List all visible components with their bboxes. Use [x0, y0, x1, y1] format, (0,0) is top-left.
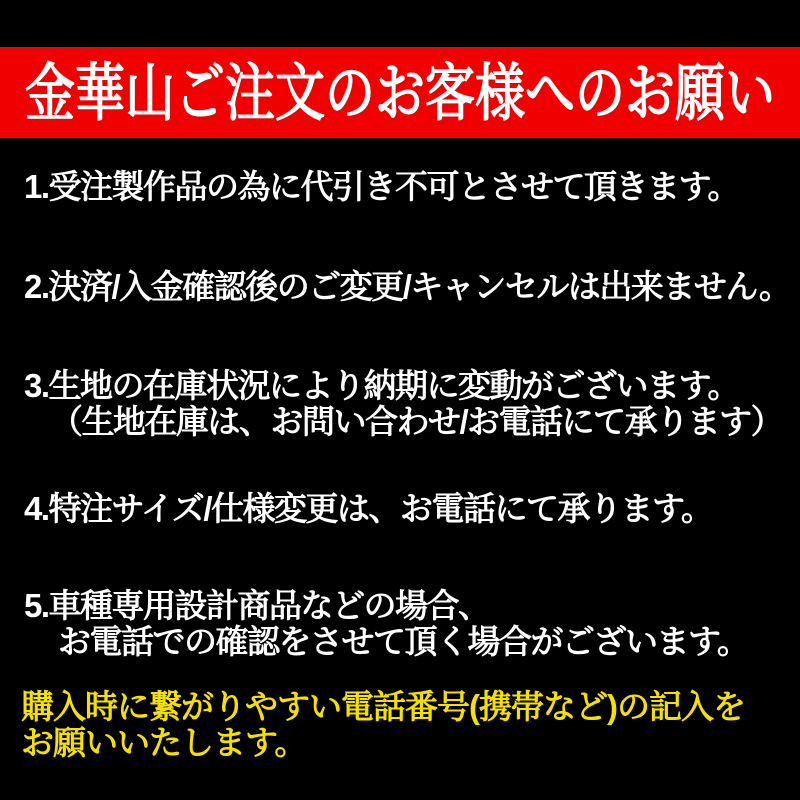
- notice-item-4: [24, 491, 712, 527]
- notice-item-3: [24, 368, 782, 440]
- notice-item-1-line-1: 1.受注製作品の為に代引き不可とさせて頂きます。: [24, 168, 739, 205]
- notice-item-5-line-2: お電話での確認をさせて頂く場合がございます。: [58, 623, 749, 660]
- notice-item-2-line-1: 2.決済/入金確認後のご変更/キャンセルは出来ません。: [24, 268, 791, 305]
- notice-item-4-line-1: 4.特注サイズ/仕様変更は、お電話にて承ります。: [24, 490, 713, 527]
- title-banner: [0, 47, 800, 138]
- notice-item-3-line-1: 3.生地の在庫状況により納期に変動がございます。: [24, 367, 739, 404]
- page-title: 金華山ご注文のお客様へのお願い: [25, 57, 775, 128]
- notice-item-1: [24, 169, 739, 205]
- phone-request-note-line-1: 購入時に繋がりやすい電話番号(携帯など)の記入を: [21, 688, 745, 725]
- notice-item-3-line-2: （生地在庫は、お問い合わせ/お電話にて承ります）: [50, 403, 783, 440]
- notice-item-5: [24, 588, 748, 660]
- notice-item-5-line-1: 5.車種専用設計商品などの場合、: [24, 587, 490, 624]
- phone-request-note: [21, 689, 745, 761]
- phone-request-note-line-2: お願いいたします。: [21, 724, 307, 761]
- notice-item-2: [24, 269, 790, 305]
